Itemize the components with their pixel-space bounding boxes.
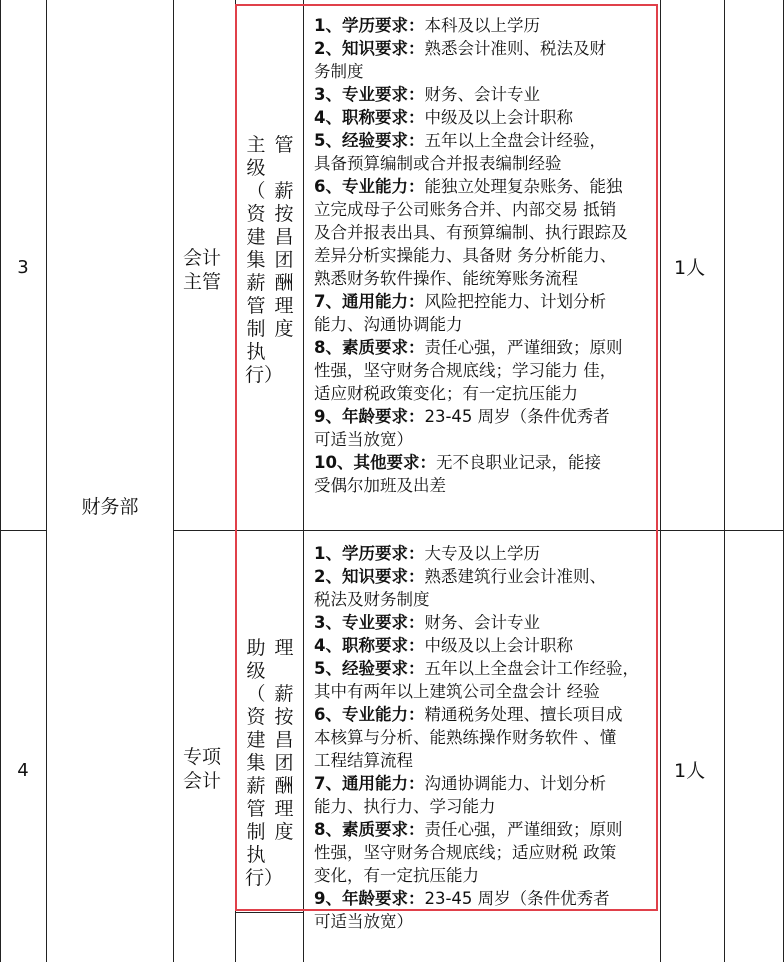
requirement-label: 3、专业要求： xyxy=(314,613,425,632)
level-char: 集 xyxy=(246,249,266,271)
level-char: 薪 xyxy=(246,272,266,294)
level-char: 建 xyxy=(246,226,266,248)
requirement-text: 熟悉会计准则、税法及财 xyxy=(424,39,606,58)
position-title-line: 主管 xyxy=(183,271,222,293)
requirement-label: 7、通用能力： xyxy=(314,292,425,311)
position-title xyxy=(183,745,227,793)
position-title xyxy=(183,246,227,294)
requirement-text: 可适当放宽） xyxy=(314,430,413,449)
grid-line xyxy=(0,0,1,962)
requirement-text: 税法及财务制度 xyxy=(314,590,430,609)
requirement-label: 7、通用能力： xyxy=(314,774,425,793)
level-char: 昌 xyxy=(274,226,294,248)
level-char: 级 xyxy=(246,157,266,179)
requirement-label: 8、素质要求： xyxy=(314,820,425,839)
row-divider xyxy=(236,912,304,913)
requirement-text: 及合并报表出具、有预算编制、执行跟踪及 xyxy=(314,223,628,242)
requirement-text: 财务、会计专业 xyxy=(424,85,540,104)
level-char: 理 xyxy=(274,798,294,820)
level-char: 资 xyxy=(246,203,266,225)
grid-line xyxy=(173,0,174,962)
requirement-label: 1、学历要求： xyxy=(314,16,425,35)
requirement-label: 9、年龄要求： xyxy=(314,889,425,908)
level-char: 行） xyxy=(244,867,283,889)
requirement-text: 受偶尔加班及出差 xyxy=(314,476,446,495)
requirement-text: 风险把控能力、计划分析 xyxy=(424,292,606,311)
position-title-line: 会计 xyxy=(183,247,222,269)
level-char: 管 xyxy=(274,134,294,156)
row-number: 4 xyxy=(17,760,29,781)
requirement-text: 23-45 周岁（条件优秀者 xyxy=(424,407,610,426)
requirement-text: 大专及以上学历 xyxy=(424,544,540,563)
requirement-label: 6、专业能力： xyxy=(314,177,425,196)
requirement-label: 6、专业能力： xyxy=(314,705,425,724)
department-name: 财务部 xyxy=(81,496,139,518)
requirement-label: 1、学历要求： xyxy=(314,544,425,563)
requirement-text: 可适当放宽） xyxy=(314,912,413,931)
level-char: 执 xyxy=(246,844,266,866)
requirement-text: 具备预算编制或合并报表编制经验 xyxy=(314,154,562,173)
level-char: 度 xyxy=(274,821,294,843)
requirement-text: 能力、沟通协调能力 xyxy=(314,315,463,334)
requirement-text: 责任心强，严谨细致；原则 xyxy=(424,820,623,839)
level-char: 薪 xyxy=(246,775,266,797)
requirement-text: 五年以上全盘会计工作经验， xyxy=(424,659,639,678)
level-char: 按 xyxy=(274,706,294,728)
level-char: 按 xyxy=(274,203,294,225)
level-char: 团 xyxy=(274,249,294,271)
requirement-label: 5、经验要求： xyxy=(314,131,425,150)
requirement-text: 变化，有一定抗压能力 xyxy=(314,866,479,885)
requirement-text: 责任心强，严谨细致；原则 xyxy=(424,338,623,357)
requirement-text: 本科及以上学历 xyxy=(424,16,540,35)
requirement-text: 务制度 xyxy=(314,62,364,81)
row-divider xyxy=(0,530,47,531)
level-char: 集 xyxy=(246,752,266,774)
level-char: 管 xyxy=(246,295,266,317)
level-char: 酬 xyxy=(274,272,294,294)
level-char: （ xyxy=(246,683,266,705)
requirement-text: 熟悉财务软件操作、能统筹账务流程 xyxy=(314,269,578,288)
level-char: 行） xyxy=(244,364,283,386)
requirement-text: 中级及以上会计职称 xyxy=(424,108,573,127)
level-char: 助 xyxy=(246,637,266,659)
highlight-box xyxy=(235,4,658,911)
requirement-text: 能独立处理复杂账务、能独 xyxy=(424,177,623,196)
requirement-label: 3、专业要求： xyxy=(314,85,425,104)
level-char: 理 xyxy=(274,637,294,659)
requirement-label: 4、职称要求： xyxy=(314,108,425,127)
requirement-text: 财务、会计专业 xyxy=(424,613,540,632)
requirement-text: 23-45 周岁（条件优秀者 xyxy=(424,889,610,908)
requirement-text: 立完成母子公司账务合并、内部交易 抵销 xyxy=(314,200,617,219)
requirement-text: 性强，坚守财务合规底线；适应财税 政策 xyxy=(314,843,617,862)
row-number: 3 xyxy=(17,257,29,278)
level-char: 薪 xyxy=(274,683,294,705)
level-char: 执 xyxy=(246,341,266,363)
grid-line xyxy=(46,0,47,962)
requirement-line xyxy=(314,910,659,933)
requirement-text: 无不良职业记录，能接 xyxy=(435,453,601,472)
level-char: 主 xyxy=(246,134,266,156)
level-char: 酬 xyxy=(274,775,294,797)
position-title-line: 会计 xyxy=(183,770,222,792)
level-char: 理 xyxy=(274,295,294,317)
requirement-text: 其中有两年以上建筑公司全盘会计 经验 xyxy=(314,682,600,701)
position-title-line: 专项 xyxy=(183,746,222,768)
grid-line xyxy=(660,0,661,962)
level-char: 制 xyxy=(246,318,266,340)
level-char: 昌 xyxy=(274,729,294,751)
headcount: 1人 xyxy=(674,760,706,782)
requirement-label: 5、经验要求： xyxy=(314,659,425,678)
requirement-text: 差异分析实操能力、具备财 务分析能力、 xyxy=(314,246,617,265)
requirement-label: 10、其他要求： xyxy=(314,453,436,472)
level-char: 团 xyxy=(274,752,294,774)
requirement-text: 适应财税政策变化；有一定抗压能力 xyxy=(314,384,578,403)
level-char: 级 xyxy=(246,660,266,682)
level-char: 建 xyxy=(246,729,266,751)
requirement-label: 9、年龄要求： xyxy=(314,407,425,426)
level-char: 薪 xyxy=(274,180,294,202)
requirement-text: 性强，坚守财务合规底线；学习能力 佳， xyxy=(314,361,617,380)
level-char: 资 xyxy=(246,706,266,728)
headcount: 1人 xyxy=(674,257,706,279)
requirement-label: 2、知识要求： xyxy=(314,39,425,58)
requirement-text: 精通税务处理、擅长项目成 xyxy=(424,705,623,724)
requirement-text: 中级及以上会计职称 xyxy=(424,636,573,655)
requirement-text: 沟通协调能力、计划分析 xyxy=(424,774,606,793)
grid-line xyxy=(724,0,725,962)
level-char: 度 xyxy=(274,318,294,340)
requirement-text: 五年以上全盘会计经验， xyxy=(424,131,606,150)
requirement-label: 8、素质要求： xyxy=(314,338,425,357)
requirement-text: 工程结算流程 xyxy=(314,751,413,770)
requirement-text: 本核算与分析、能熟练操作财务软件 、懂 xyxy=(314,728,617,747)
level-char: 制 xyxy=(246,821,266,843)
level-char: （ xyxy=(246,180,266,202)
requirement-text: 熟悉建筑行业会计准则、 xyxy=(424,567,606,586)
requirement-label: 2、知识要求： xyxy=(314,567,425,586)
level-char: 管 xyxy=(246,798,266,820)
requirement-label: 4、职称要求： xyxy=(314,636,425,655)
requirement-text: 能力、执行力、学习能力 xyxy=(314,797,496,816)
